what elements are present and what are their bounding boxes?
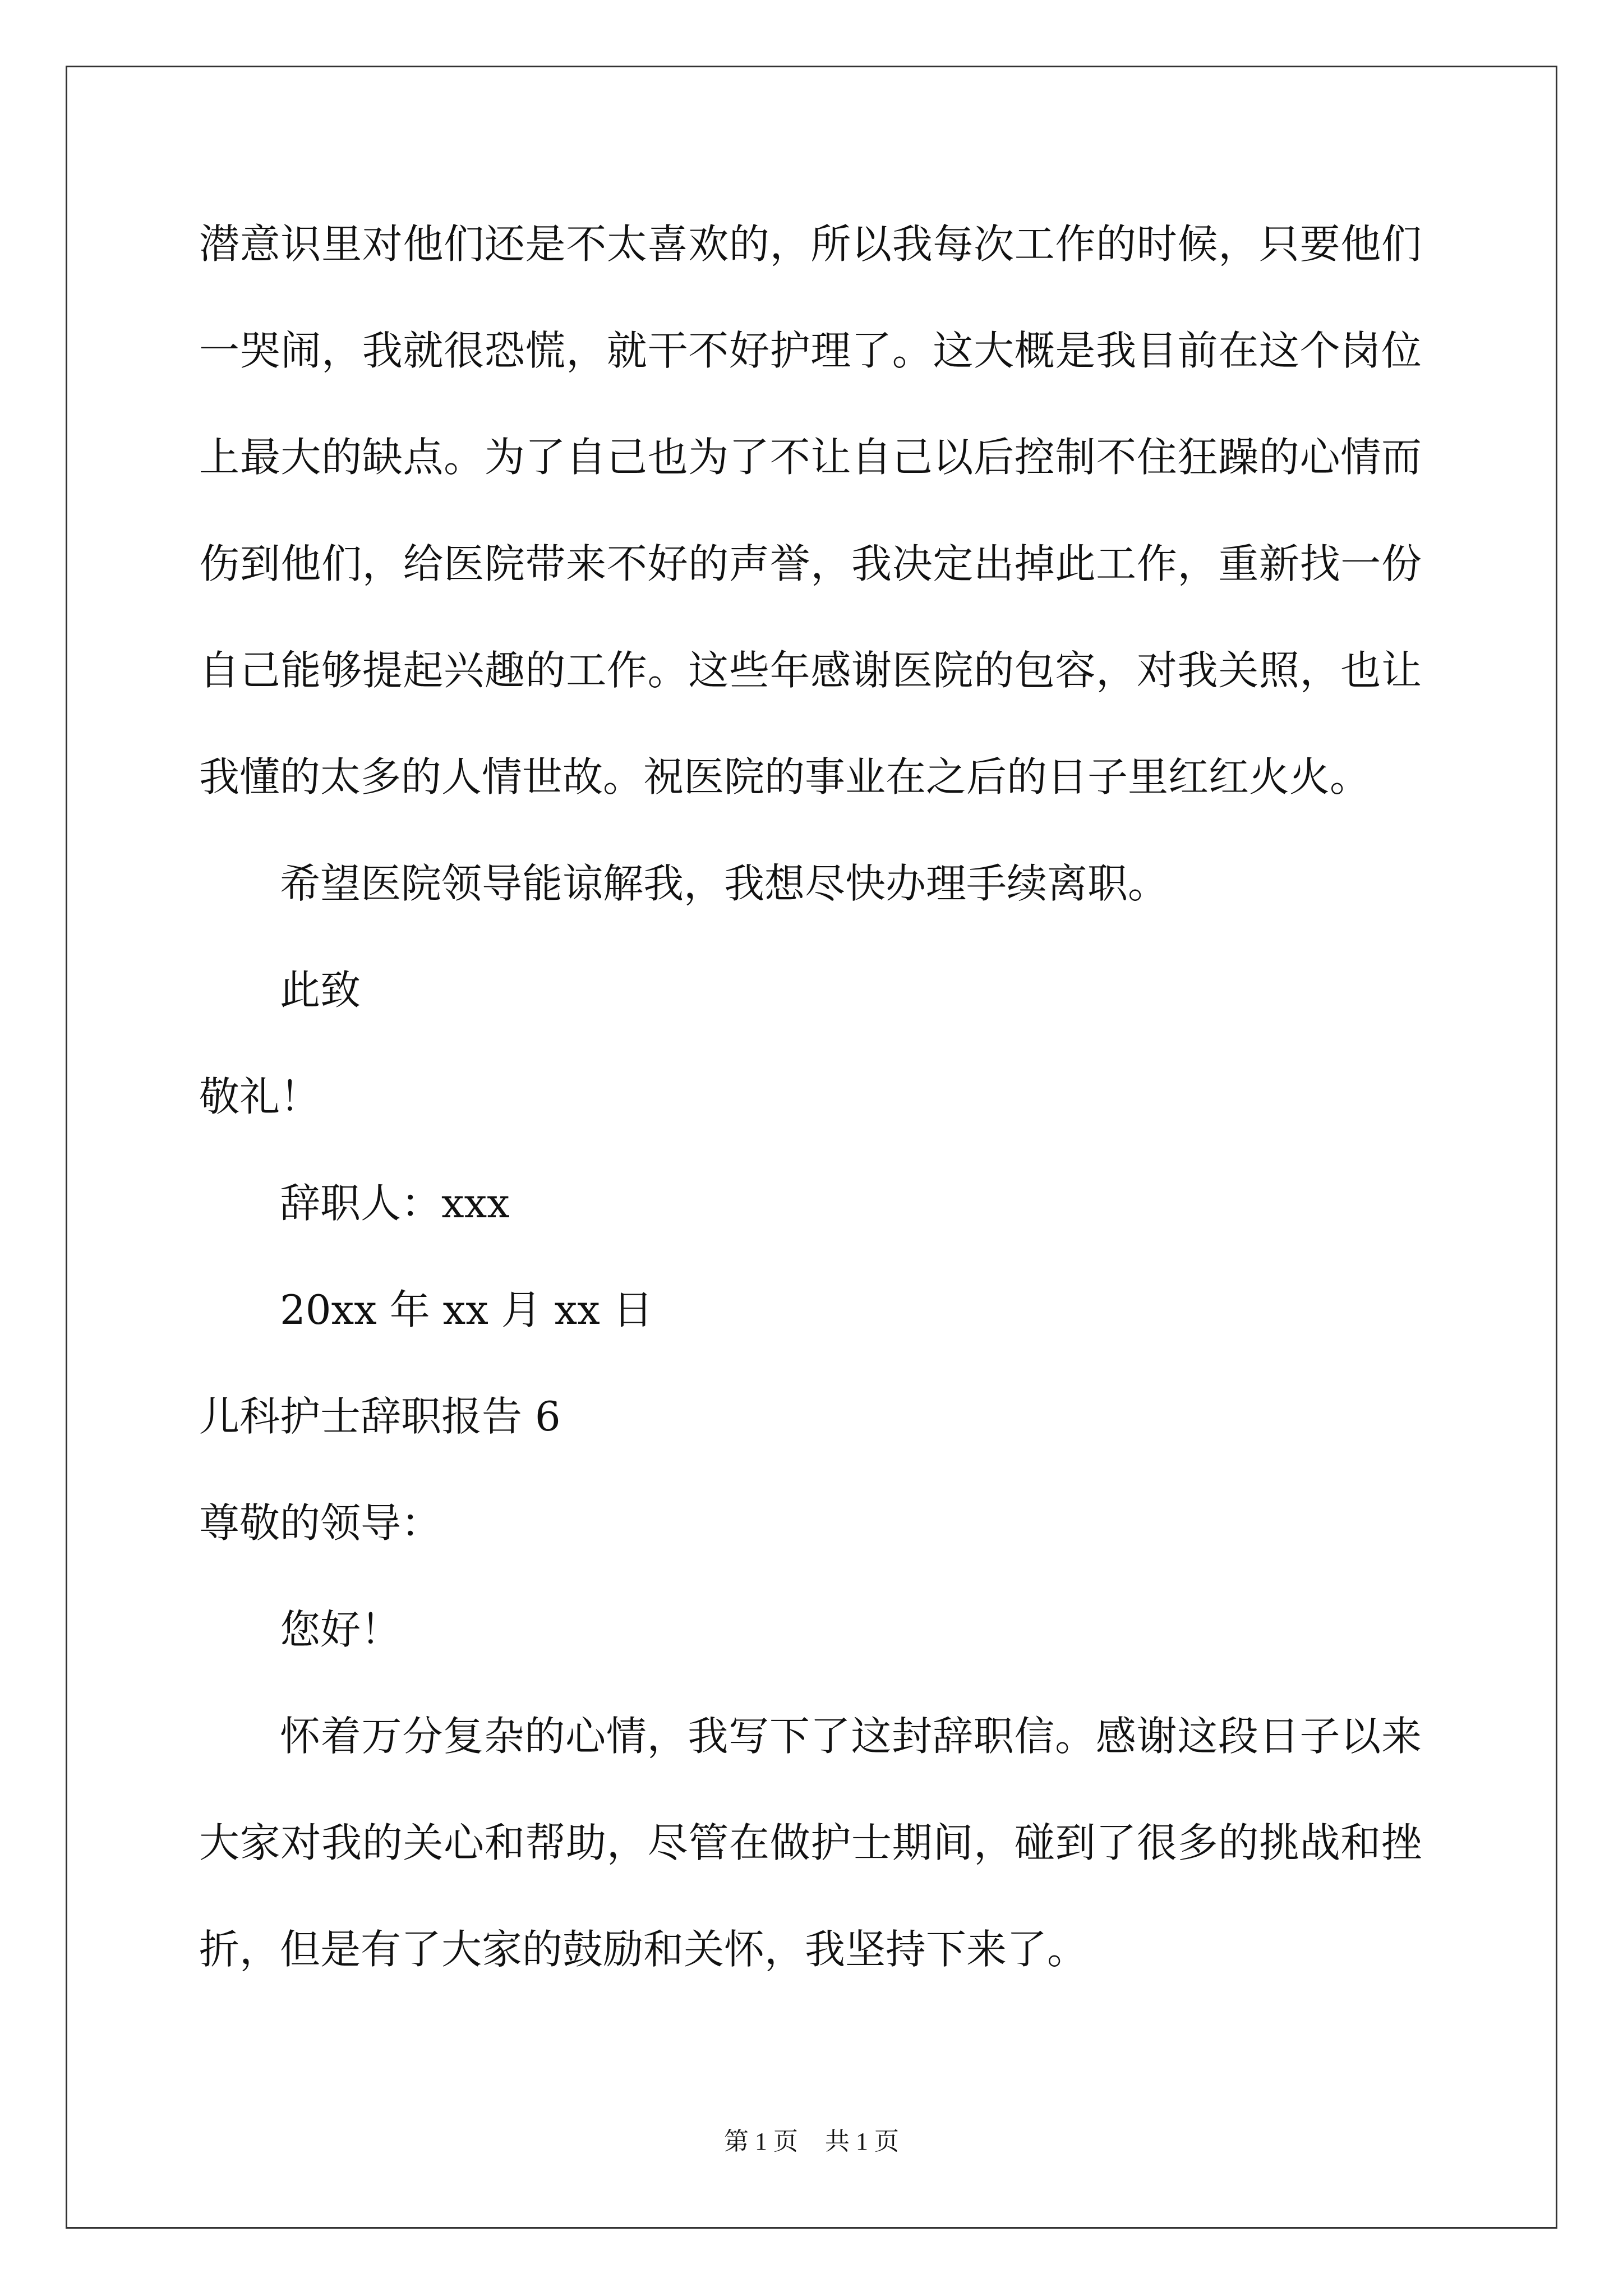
page-border [66,66,1557,2229]
text-line: 折，但是有了大家的鼓励和关怀，我坚持下来了。 [199,1926,1088,1973]
section-title: 儿科护士辞职报告 6 [199,1393,561,1440]
date-line: 20xx 年 xx 月 xx 日 [280,1286,653,1333]
text-line: 怀着万分复杂的心情，我写下了这封辞职信。感谢这段日子以来 [280,1713,1422,1760]
greeting: 您好！ [280,1606,402,1653]
page-footer [0,2125,1623,2159]
closing-regards: 敬礼！ [199,1073,321,1120]
closing-salutation: 此致 [280,967,361,1014]
text-line: 希望医院领导能谅解我，我想尽快办理手续离职。 [280,860,1169,907]
greeting-recipient: 尊敬的领导： [199,1499,442,1547]
page-number-current: 第 1 页 [724,2128,798,2155]
text-line: 大家对我的关心和帮助，尽管在做护士期间，碰到了很多的挑战和挫 [199,1819,1422,1866]
text-line: 伤到他们，给医院带来不好的声誉，我决定出掉此工作，重新找一份 [199,540,1422,587]
signature-line: 辞职人：xxx [280,1180,510,1227]
page-number-total: 共 1 页 [825,2128,899,2155]
text-line: 潜意识里对他们还是不太喜欢的，所以我每次工作的时候，只要他们 [199,220,1422,268]
text-line: 上最大的缺点。为了自己也为了不让自己以后控制不住狂躁的心情而 [199,434,1422,481]
text-line: 自己能够提起兴趣的工作。这些年感谢医院的包容，对我关照，也让 [199,647,1422,694]
text-line: 一哭闹，我就很恐慌，就干不好护理了。这大概是我目前在这个岗位 [199,327,1422,374]
text-line: 我懂的太多的人情世故。祝医院的事业在之后的日子里红红火火。 [199,753,1371,800]
